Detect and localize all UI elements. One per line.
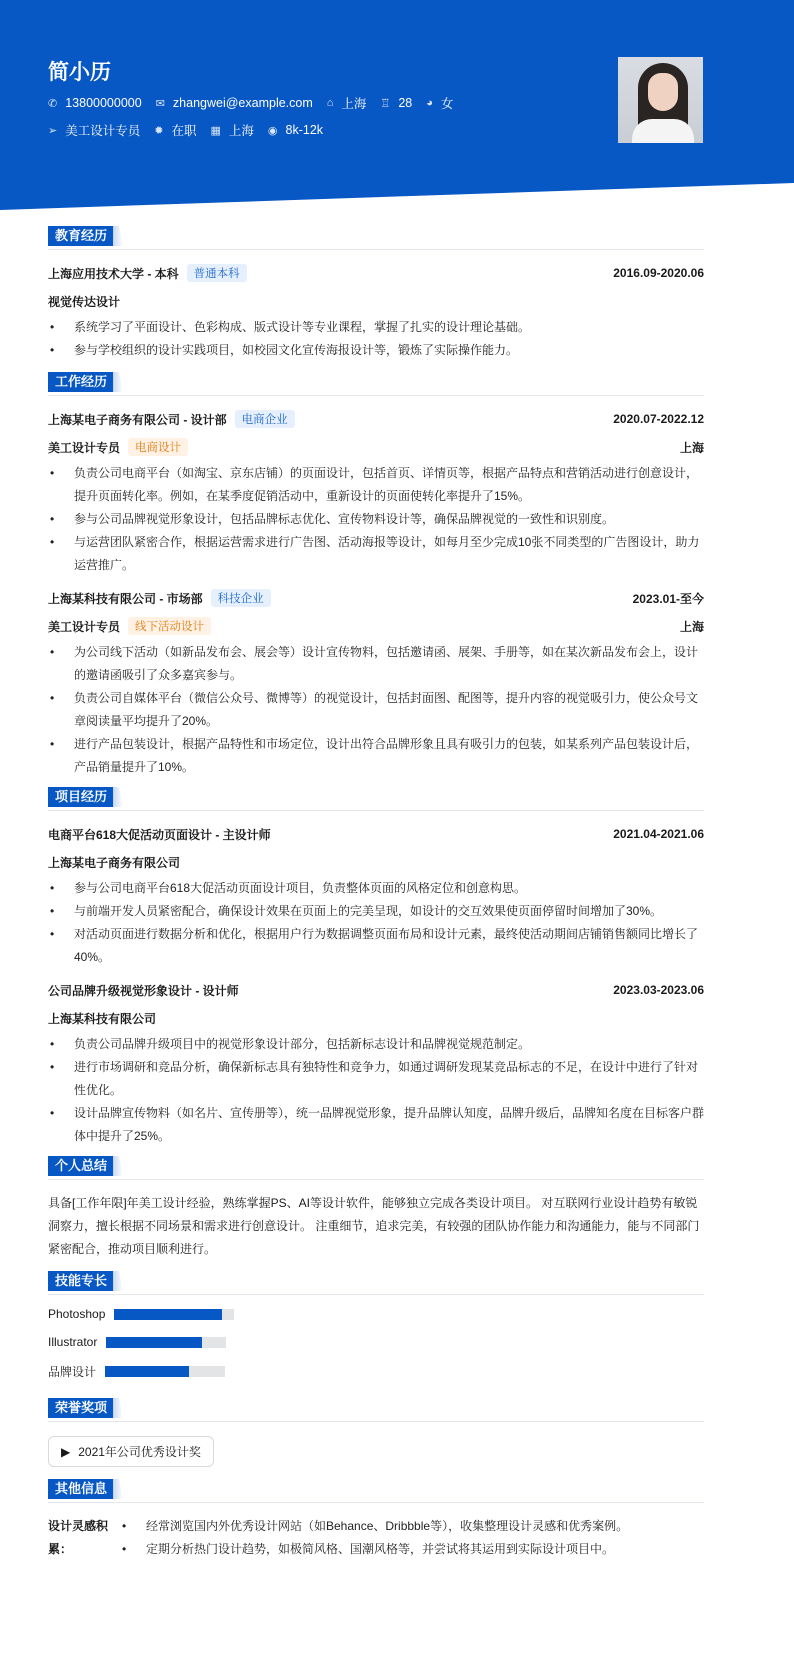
section-title: 个人总结 [48, 1156, 114, 1176]
award-label: 2021年公司优秀设计奖 [78, 1445, 201, 1459]
project-name: 电商平台618大促活动页面设计 - 主设计师 [48, 827, 271, 842]
other-key: 设计灵感积累： [48, 1519, 109, 1556]
skill-item [48, 1363, 382, 1380]
other-section [48, 1479, 704, 1561]
list-item: • 负责公司品牌升级项目中的视觉形象设计部分，包括新标志设计和品牌视觉规范制定。 [48, 1033, 704, 1056]
skill-bar [114, 1309, 234, 1320]
city: 上海 [679, 619, 704, 634]
date: 2020.07-2022.12 [613, 412, 704, 426]
date: 2016.09-2020.06 [613, 266, 704, 280]
role-tag: 线下活动设计 [128, 617, 211, 635]
skill-item [48, 1307, 382, 1321]
list-item: • 负责公司自媒体平台（微信公众号、微博等）的视觉设计，包括封面图、配图等，提升内容的视觉吸引力，使公众号文章阅读量平均提升了20%。 [48, 687, 704, 733]
cake-icon: ♖ [380, 97, 391, 110]
section-title: 工作经历 [48, 372, 114, 392]
company-tag: 科技企业 [211, 589, 271, 607]
project-entry [48, 979, 704, 1148]
school: 上海应用技术大学 - 本科 [48, 266, 179, 281]
list-item: • 进行市场调研和竞品分析，确保新标志具有独特性和竞争力，如通过调研发现某竞品标志的不足，在设计中进行了针对性优化。 [48, 1056, 704, 1102]
section-title: 其他信息 [48, 1479, 114, 1499]
skill-bar-fill [105, 1366, 189, 1377]
candidate-name: 简小历 [48, 61, 111, 84]
work-city: 上海 [228, 124, 254, 138]
skill-bar [106, 1337, 226, 1348]
section-title: 技能专长 [48, 1271, 114, 1291]
job-entry [48, 408, 704, 577]
salary-icon: ◉ [267, 124, 278, 137]
list-item: • 经常浏览国内外优秀设计网站（如Behance、Dribbble等），收集整理设计灵感和优秀案例。 [120, 1515, 704, 1538]
list-item: • 对活动页面进行数据分析和优化，根据用户行为数据调整页面布局和设计元素，最终使活动期间店铺销售额同比增长了40%。 [48, 923, 704, 969]
email[interactable]: zhangwei@example.com [172, 96, 313, 110]
skills-section [48, 1271, 704, 1380]
phone: 13800000000 [65, 96, 142, 110]
skill-bar-fill [114, 1309, 222, 1320]
age: 28 [398, 96, 413, 110]
list-item: • 定期分析热门设计趋势，如极简风格、国潮风格等，并尝试将其运用到实际设计项目中。 [120, 1538, 704, 1561]
skill-name: 品牌设计 [48, 1365, 97, 1379]
skill-bar [105, 1366, 225, 1377]
date: 2023.03-2023.06 [613, 983, 704, 997]
city: 上海 [341, 97, 367, 111]
list-item: • 设计品牌宣传物料（如名片、宣传册等），统一品牌视觉形象，提升品牌认知度，品牌升级后，品牌知名度在目标客户群体中提升了25%。 [48, 1102, 704, 1148]
status: 在职 [171, 124, 197, 138]
summary-text: 具备[工作年限]年美工设计经验，熟练掌握PS、AI等设计软件，能够独立完成各类设计项目。 对互联网行业设计趋势有敏锐洞察力，擅长根据不同场景和需求进行创意设计。 注重细节，追求完美，有较强的团队协作能力和沟通能力，能与不同部门紧密配合，推动项目顺利进行。 [48, 1196, 700, 1256]
project-entry [48, 823, 704, 969]
list-item: • 参与学校组织的设计实践项目，如校园文化宣传海报设计等，锻炼了实际操作能力。 [48, 339, 704, 362]
mail-icon: ✉ [155, 97, 165, 110]
degree-tag: 普通本科 [187, 264, 247, 282]
salary: 8k-12k [285, 123, 324, 137]
company: 上海某电子商务有限公司 [48, 855, 181, 870]
date: 2021.04-2021.06 [613, 827, 704, 841]
position: 美工设计专员 [65, 124, 141, 138]
city: 上海 [679, 440, 704, 455]
awards-section [48, 1398, 704, 1479]
job-intent-row [48, 121, 323, 139]
skill-item [48, 1335, 382, 1349]
list-item: • 进行产品包装设计，根据产品特性和市场定位，设计出符合品牌形象且具有吸引力的包装，如某系列产品包装设计后，产品销量提升了10%。 [48, 733, 704, 779]
award-item[interactable] [48, 1436, 214, 1467]
section-title: 荣誉奖项 [48, 1398, 114, 1418]
summary-section [48, 1156, 704, 1261]
list-item: • 参与公司电商平台618大促活动页面设计项目，负责整体页面的风格定位和创意构思。 [48, 877, 704, 900]
date: 2023.01-至今 [632, 591, 704, 606]
list-item: • 负责公司电商平台（如淘宝、京东店铺）的页面设计，包括首页、详情页等，根据产品特点和营销活动进行创意设计，提升页面转化率。例如，在某季度促销活动中，重新设计的页面使转化率提升了15%。 [48, 462, 704, 508]
contact-row [48, 94, 453, 112]
education-section [48, 226, 704, 362]
status-icon: ✹ [154, 124, 164, 137]
role: 美工设计专员 [48, 440, 121, 455]
avatar-photo [618, 57, 703, 143]
list-item: • 为公司线下活动（如新品发布会、展会等）设计宣传物料，包括邀请函、展架、手册等，如在某次新品发布会上，设计的邀请函吸引了众多嘉宾参与。 [48, 641, 704, 687]
work-section [48, 372, 704, 779]
role-tag: 电商设计 [128, 438, 188, 456]
skill-name: Photoshop [48, 1307, 106, 1321]
projects-section [48, 787, 704, 1148]
list-item: • 与运营团队紧密合作，根据运营需求进行广告图、活动海报等设计，如每月至少完成10张不同类型的广告图设计，助力运营推广。 [48, 531, 704, 577]
home-icon: ⌂ [326, 97, 334, 109]
phone-icon: ✆ [48, 97, 58, 110]
list-item: • 系统学习了平面设计、色彩构成、版式设计等专业课程，掌握了扎实的设计理论基础。 [48, 316, 704, 339]
company-tag: 电商企业 [235, 410, 295, 428]
company: 上海某科技有限公司 [48, 1011, 157, 1026]
gender: 女 [440, 97, 454, 111]
send-icon: ➢ [48, 124, 58, 137]
skill-bar-fill [106, 1337, 202, 1348]
project-name: 公司品牌升级视觉形象设计 - 设计师 [48, 983, 239, 998]
major: 视觉传达设计 [48, 294, 121, 309]
section-title: 项目经历 [48, 787, 114, 807]
list-item: • 与前端开发人员紧密配合，确保设计效果在页面上的完美呈现，如设计的交互效果使页面停留时间增加了30%。 [48, 900, 704, 923]
job-entry [48, 587, 704, 779]
triangle-icon: ▶ [61, 1444, 71, 1459]
company: 上海某电子商务有限公司 - 设计部 [48, 412, 227, 427]
list-item: • 参与公司品牌视觉形象设计，包括品牌标志优化、宣传物料设计等，确保品牌视觉的一致性和识别度。 [48, 508, 704, 531]
company: 上海某科技有限公司 - 市场部 [48, 591, 203, 606]
gender-icon: ◕ [426, 97, 433, 109]
section-title: 教育经历 [48, 226, 114, 246]
building-icon: ▦ [210, 124, 221, 137]
skill-name: Illustrator [48, 1335, 98, 1349]
role: 美工设计专员 [48, 619, 121, 634]
